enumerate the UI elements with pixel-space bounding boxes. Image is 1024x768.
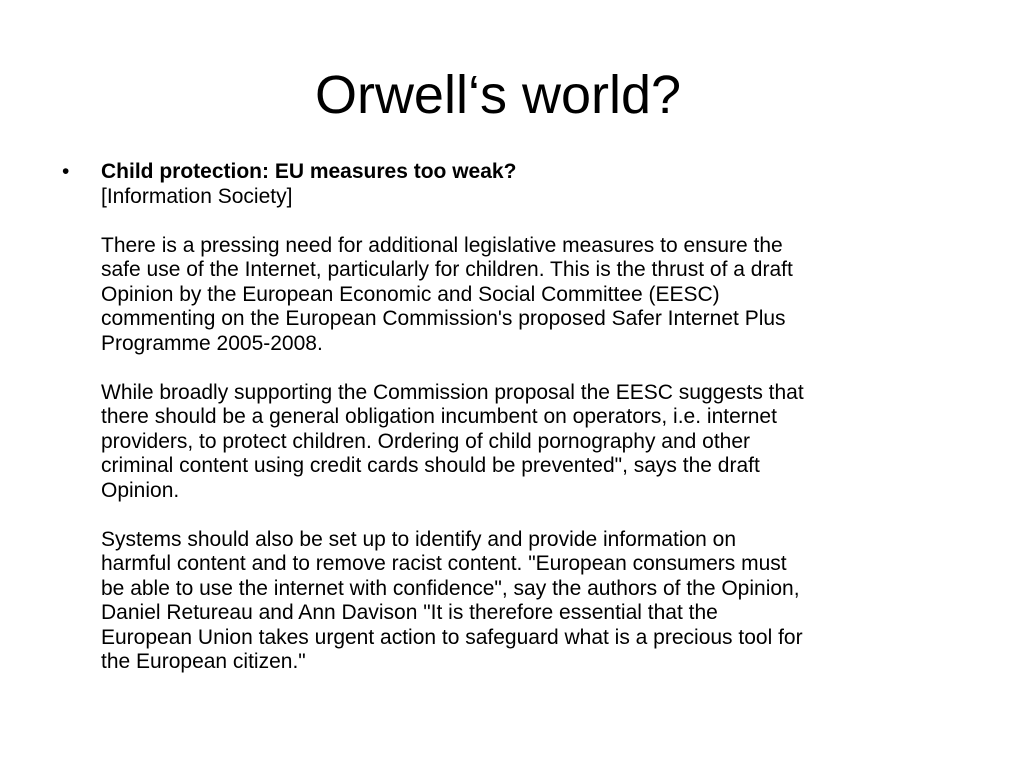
slide-title: Orwell‘s world? (314, 65, 682, 125)
bullet-content (101, 160, 981, 675)
paragraph-line: commenting on the European Commission's proposed Safer Internet Plus (101, 307, 786, 330)
paragraph-line: there should be a general obligation incumbent on operators, i.e. internet (101, 405, 777, 428)
paragraph-line: providers, to protect children. Ordering of child pornography and other (101, 429, 751, 453)
news-headline: Child protection: EU measures too weak? (101, 160, 517, 183)
paragraph-line: While broadly supporting the Commission proposal the EESC suggests that (101, 380, 804, 404)
paragraph-line: European Union takes urgent action to safeguard what is a precious tool for (101, 625, 803, 649)
paragraph-2 (101, 381, 981, 504)
paragraph-line: criminal content using credit cards should be prevented", says the draft (101, 454, 760, 477)
paragraph-line: the European citizen." (101, 650, 306, 673)
paragraph-line: Systems should also be set up to identify and provide information on (101, 527, 737, 551)
paragraph-line: harmful content and to remove racist content. "European consumers must (101, 552, 787, 575)
paragraph-line: There is a pressing need for additional legislative measures to ensure the (101, 233, 783, 257)
paragraph-3 (101, 528, 981, 675)
paragraph-line: safe use of the Internet, particularly for children. This is the thrust of a draft (101, 258, 793, 281)
paragraph-spacer (101, 503, 981, 528)
news-category: [Information Society] (101, 184, 293, 208)
paragraph-line: Opinion. (101, 478, 180, 502)
paragraph-spacer (101, 356, 981, 381)
paragraph-spacer (101, 209, 981, 234)
paragraph-line: be able to use the internet with confidence", say the authors of the Opinion, (101, 576, 800, 600)
bullet-marker: • (62, 160, 70, 183)
paragraph-1 (101, 234, 981, 357)
paragraph-line: Opinion by the European Economic and Social Committee (EESC) (101, 282, 720, 306)
paragraph-line: Daniel Retureau and Ann Davison "It is therefore essential that the (101, 601, 718, 624)
paragraph-line: Programme 2005-2008. (101, 331, 323, 355)
